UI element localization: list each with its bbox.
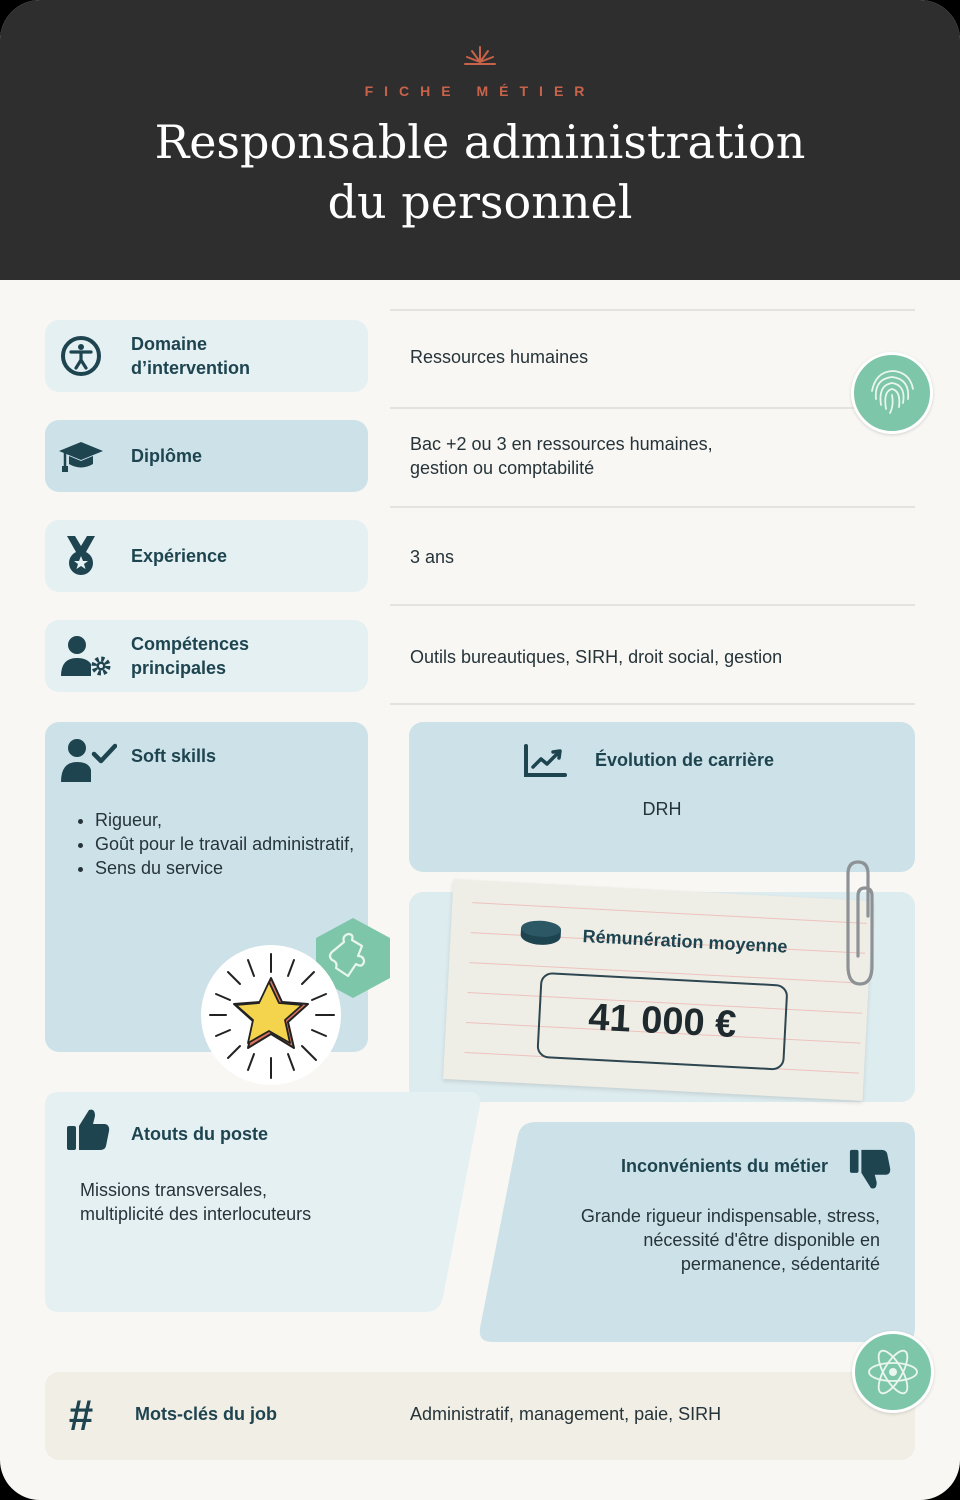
coin-icon [518,917,564,949]
kicker: FICHE MÉTIER [364,83,596,99]
row-value [410,432,910,480]
medal-icon [59,534,103,578]
salary-amount-box [536,972,788,1071]
divider [390,309,915,311]
row-domaine [45,320,368,392]
divider [390,703,915,705]
row-label [131,620,249,692]
salary-label: Rémunération moyenne [582,926,789,957]
divider [390,506,915,508]
keywords-card [45,1372,915,1460]
divider [390,604,915,606]
career-evolution-label: Évolution de carrière [595,750,775,770]
atouts-line: multiplicité des interlocuteurs [80,1204,312,1224]
fingerprint-badge [851,352,933,434]
inconvenients-line: permanence, sédentarité [680,1254,880,1274]
user-check-icon [61,738,117,782]
row-label-line: Compétences [131,634,250,654]
atouts-card [45,1092,481,1312]
inconvenients-line: Grande rigueur indispensable, stress, [580,1206,880,1226]
list-item: • Sens du service [95,856,355,880]
row-value-line: gestion ou comptabilité [410,458,595,478]
list-item: • Goût pour le travail administratif, [95,832,355,856]
inconvenients-label: Inconvénients du métier [620,1156,828,1176]
row-competences [45,620,368,692]
inconvenients-line: nécessité d'être disponible en [643,1230,880,1250]
list-item: • Rigueur, [95,808,355,832]
row-label-line: d’intervention [131,358,251,378]
career-evolution-value: DRH [642,799,682,819]
row-value: 3 ans [410,547,455,567]
row-experience [45,520,368,592]
row-label: Diplôme [131,446,203,466]
salary-note [443,879,873,1101]
star-burst-sticker-icon [196,940,346,1090]
graduation-cap-icon [55,434,107,478]
user-gear-icon [59,634,115,678]
inconvenients-card [478,1122,915,1342]
fingerprint-icon [854,355,930,431]
header [0,0,960,280]
atom-badge [852,1331,934,1413]
row-label-line: principales [131,658,227,678]
page-title [0,112,960,232]
row-value: Ressources humaines [410,347,589,367]
row-label [131,320,250,392]
title-line: Responsable administration [154,115,806,169]
thumbs-down-icon [848,1148,892,1192]
chart-trend-icon [523,744,567,778]
row-value-line: Bac +2 ou 3 en ressources humaines, [410,434,713,454]
career-evolution-card [409,722,915,872]
paperclip-icon [838,856,882,996]
accessibility-icon [59,334,103,378]
row-label-line: Domaine [131,334,208,354]
title-line: du personnel [327,175,633,229]
row-label: Expérience [131,546,228,566]
row-value: Outils bureautiques, SIRH, droit social, gestion [410,647,783,667]
thumbs-up-icon [65,1106,111,1152]
salary-amount: 41 000 € [587,995,738,1046]
atouts-line: Missions transversales, [80,1180,268,1200]
keywords-label: Mots-clés du job [135,1404,278,1424]
hashtag-icon: # [68,1391,94,1440]
soft-skills-list [73,808,355,880]
atouts-text [80,1178,400,1226]
divider [390,407,915,409]
row-diplome [45,420,368,492]
sunburst-icon [462,44,498,68]
keywords-value: Administratif, management, paie, SIRH [410,1404,722,1424]
inconvenients-text [528,1204,880,1276]
atouts-label: Atouts du poste [131,1124,268,1144]
atom-icon [855,1334,931,1410]
soft-skills-label: Soft skills [131,746,217,766]
